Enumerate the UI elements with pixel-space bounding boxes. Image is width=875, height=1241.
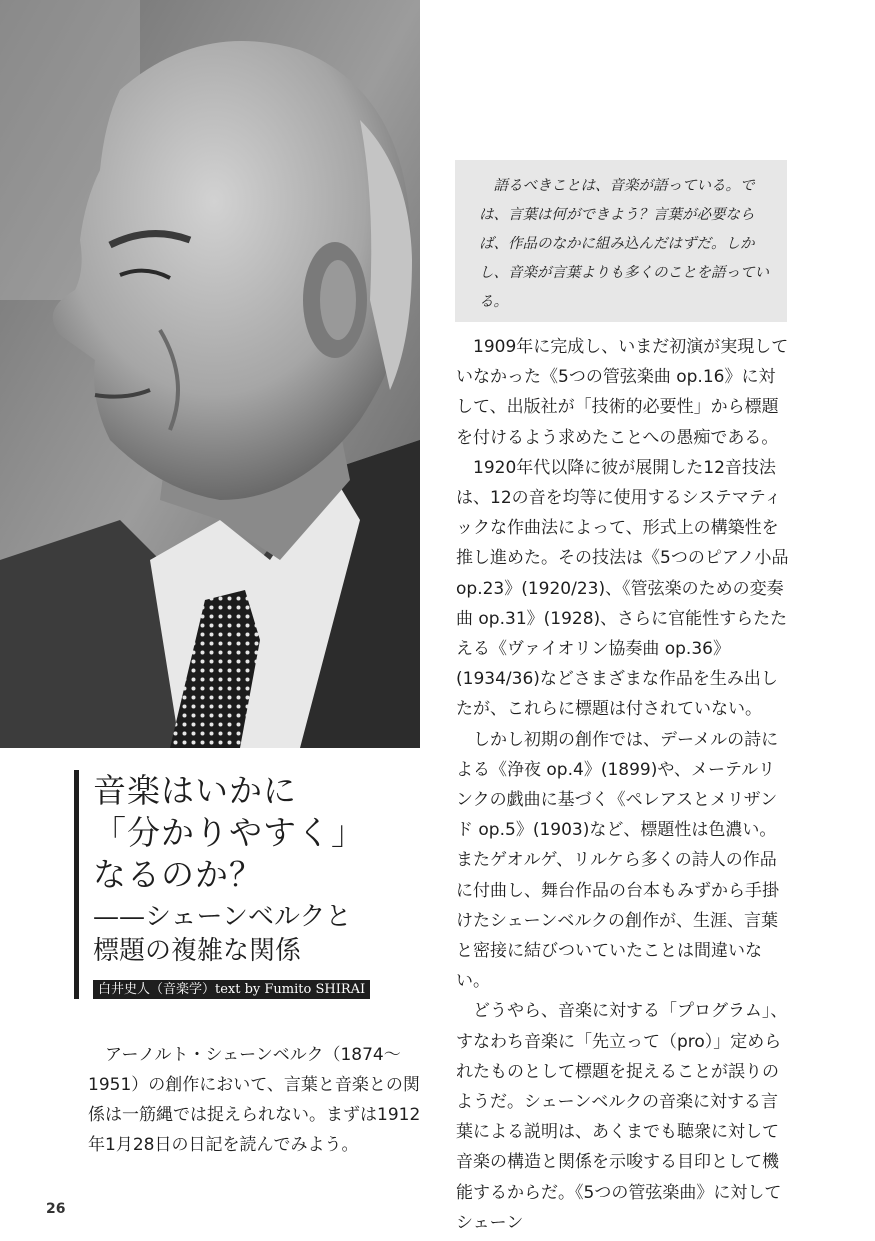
portrait-illustration <box>0 0 420 748</box>
page-number: 26 <box>46 1201 66 1217</box>
intro-paragraph: アーノルト・シェーンベルク（1874〜1951）の創作において、言葉と音楽との関係は一筋縄では捉えられない。まずは1912年1月28日の日記を読んでみよう。 <box>88 1045 421 1155</box>
article-title <box>93 770 443 896</box>
title-line: なるのか？ <box>93 855 263 894</box>
subtitle-line: 標題の複雑な関係 <box>93 936 302 966</box>
body-paragraph: 1909年に完成し、いまだ初演が実現していなかった《5つの管弦楽曲 op.16》に対して、出版社が「技術的必要性」から標題を付けるよう求めたことへの愚痴である。 <box>456 337 789 448</box>
portrait-photo <box>0 0 420 748</box>
title-line: 「分かりやすく」 <box>93 813 365 852</box>
body-paragraph: どうやら、音楽に対する「プログラム」、すなわち音楽に「先立って（pro）」定められたものとして標題を捉えることが誤りのようだ。シェーンベルクの音楽に対する言葉による説明は、あくまでも聴衆に対して音楽の構造と関係を示唆する目印として機能するからだ。《5つの管弦楽曲》に対してシェーン <box>456 1001 788 1233</box>
epigraph-quote: 語るべきことは、音楽が語っている。では、言葉は何ができよう？言葉が必要ならば、作品のなかに組み込んだはずだ。しかし、音楽が言葉よりも多くのことを語っている。 <box>455 160 787 322</box>
article-body-column <box>456 332 790 1238</box>
author-byline: 白井史人（音楽学）text by Fumito SHIRAI <box>93 980 370 999</box>
article-intro-column <box>88 1040 422 1160</box>
body-paragraph: しかし初期の創作では、デーメルの詩による《浄夜 op.4》(1899)や、メーテルリンクの戯曲に基づく《ペレアスとメリザンド op.5》(1903)など、標題性は色濃い。またゲオルゲ、リルケら多くの詩人の作品に付曲し、舞台作品の台本もみずから手掛けたシェーンベルクの創作が、生涯、言葉と密接に結びついていたことは間違いない。 <box>456 729 779 992</box>
article-header <box>74 770 443 999</box>
article-subtitle <box>93 900 443 968</box>
title-line: 音楽はいかに <box>93 771 297 810</box>
body-paragraph: 1920年代以降に彼が展開した12音技法は、12の音を均等に使用するシステマティックな作曲法によって、形式上の構築性を推し進めた。その技法は《5つのピアノ小品 op.23》(1920/23)、《管弦楽のための変奏曲 op.31》(1928)、さらに官能性すらたたえる《ヴァイオリン協奏曲 op.36》(1934/36)などさまざまな作品を生み出したが、これらに標題は付されていない。 <box>456 457 789 720</box>
subtitle-line: ——シェーンベルクと <box>93 902 352 932</box>
